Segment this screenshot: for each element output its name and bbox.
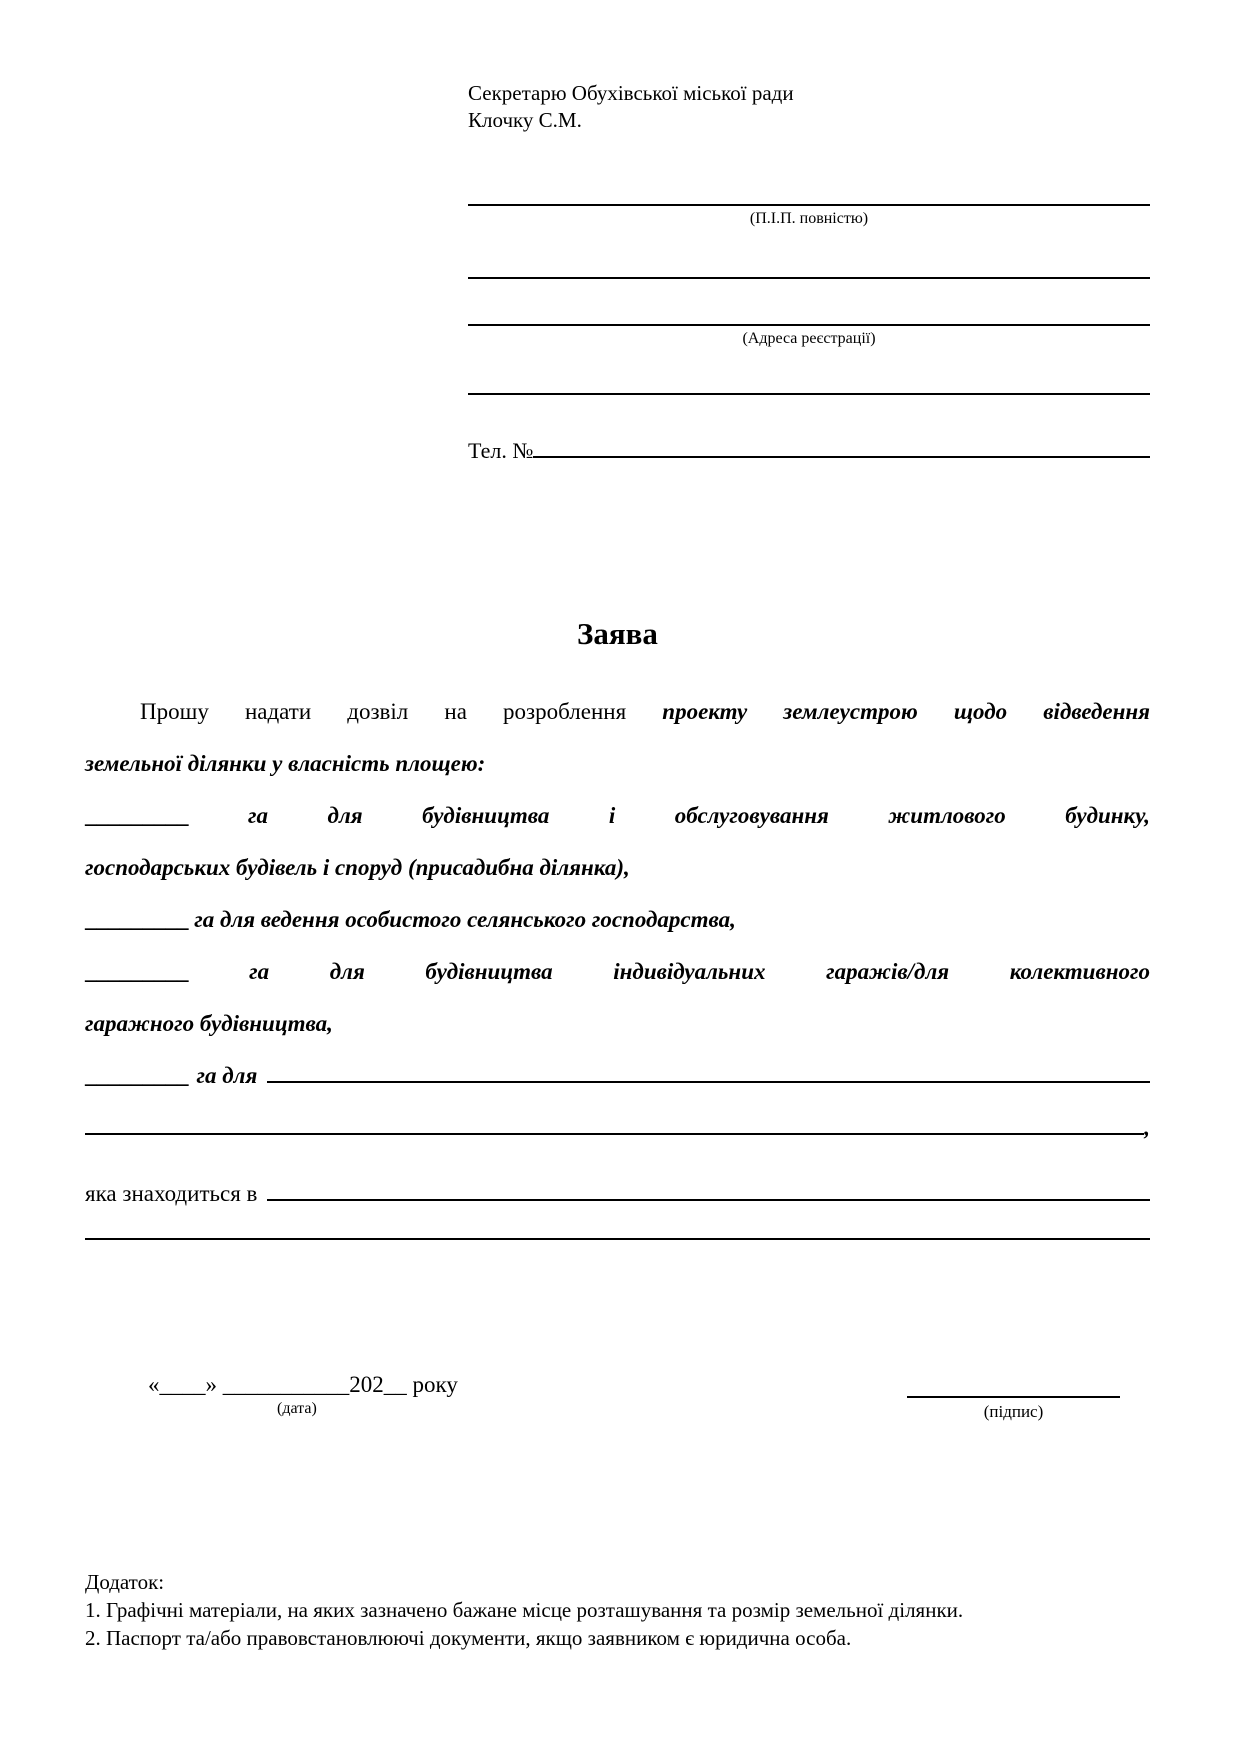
location-field-2[interactable] [85,1238,1150,1240]
item1-text-1: га для будівництва і обслуговування житлового будинку, [248,803,1151,828]
purpose-field-2[interactable] [85,1133,1144,1135]
address-field-3[interactable] [468,393,1150,395]
intro-regular: Прошу надати дозвіл на розроблення [140,699,627,724]
area-blank-3[interactable]: _________ [85,959,189,984]
area-blank-2[interactable]: _________ [85,907,189,932]
attachments-block [85,1568,1150,1652]
item3-text-1: га для будівництва індивідуальних гаражів/для колективного [249,959,1151,984]
location-continuation-line [85,1238,1150,1290]
signature-caption: (підпис) [983,1402,1044,1421]
item3-line-1 [85,946,1150,998]
location-field[interactable] [267,1199,1150,1201]
signature-block [907,1372,1120,1422]
page-title: Заява [577,616,658,651]
date-caption: (дата) [277,1400,317,1417]
date-block [148,1372,458,1422]
location-label: яка знаходиться в [85,1181,258,1206]
intro-line-1 [85,686,1150,738]
item2-text: га для ведення особистого селянського господарства, [194,907,736,932]
signature-field[interactable] [907,1372,1120,1398]
attachment-item-1: 1. Графічні матеріали, на яких зазначено бажане місце розташування та розмір земельної ділянки. [85,1598,964,1622]
date-line[interactable]: «____» ___________202__ року [148,1372,458,1397]
fullname-caption: (П.І.П. повністю) [749,210,869,227]
item4-line [85,1050,1150,1102]
item2-line [85,894,1150,946]
phone-row [468,437,1150,464]
item1-line-1 [85,790,1150,842]
trailing-comma: , [1144,1115,1150,1140]
area-blank-4[interactable]: _________ [85,1063,189,1088]
item3-line-2: гаражного будівництва, [85,1011,333,1036]
location-line [85,1168,1150,1220]
addressee-line-2: Клочку С.М. [468,108,582,132]
fullname-field[interactable] [468,204,1150,206]
address-field-2[interactable] [468,324,1150,326]
item4-label: га для [196,1063,258,1088]
purpose-continuation-line [85,1102,1150,1154]
phone-field[interactable] [533,456,1150,458]
date-signature-row [85,1372,1150,1422]
address-field-1[interactable] [468,277,1150,279]
document-body [85,686,1150,1290]
attachment-item-2: 2. Паспорт та/або правовстановлюючі документи, якщо заявником є юридична особа. [85,1626,852,1650]
header-block [468,80,1150,464]
intro-bold-1: проекту землеустрою щодо відведення [662,699,1150,724]
addressee-line-1: Секретарю Обухівської міської ради [468,81,794,105]
intro-line-2: земельної ділянки у власність площею: [85,751,486,776]
area-blank-1[interactable]: _________ [85,803,189,828]
phone-label: Тел. № [468,438,534,463]
attachments-title: Додаток: [85,1570,165,1594]
purpose-field[interactable] [267,1081,1150,1083]
address-caption: (Адреса реєстрації) [742,330,876,347]
item1-line-2: господарських будівель і споруд (присадибна ділянка), [85,855,630,880]
